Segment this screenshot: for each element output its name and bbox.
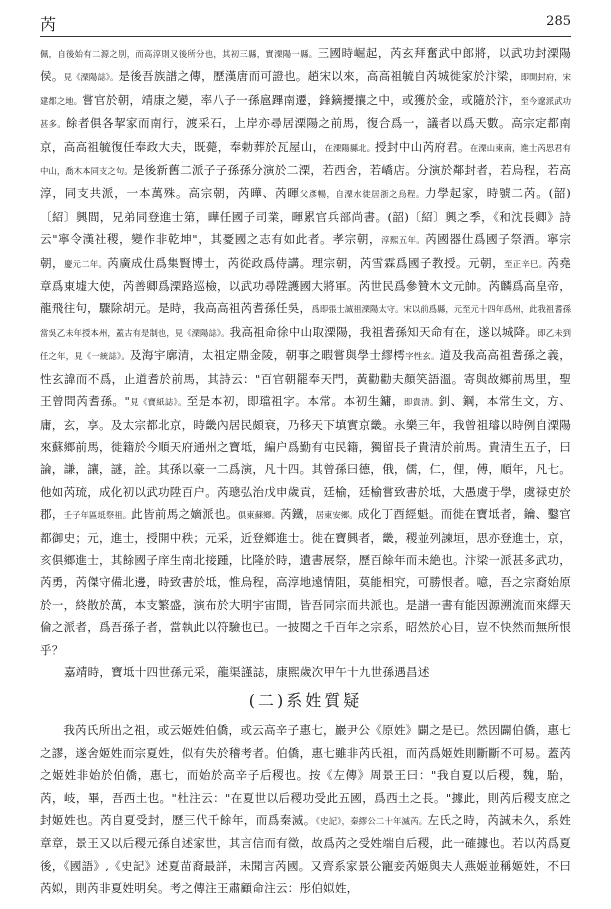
text-run: 芮國器仕爲國子祭酒。寧宗朝， <box>40 232 572 270</box>
text-run: 左氏之時，芮誠未久，系姓章章，景王又以后稷元孫自述家世，其言信而有徵，故爲芮之受姓端自后稷，此一確據也。若以芮爲夏後，《國語》,《史記》述夏苗裔最詳，未聞言芮國。又齊系家景公寵妾芮姬與夫人燕姬並稱姬姓，不曰芮姒，則芮非夏姓明矣。考之傳注王肅顧命注云：彤伯姒姓， <box>40 813 572 896</box>
section-title <box>40 689 571 713</box>
annotation-note: 在溧陽縣北。 <box>324 142 376 153</box>
annotation-note: 居東安鄉。 <box>315 510 358 521</box>
text-run: 我高祖命徐中山取溧陽，我祖耆孫知天命有在，遂以城降。 <box>229 324 538 339</box>
header-rule <box>40 36 571 37</box>
annotation-note: 《史記》，秦繆公二十年滅芮。 <box>315 816 428 826</box>
text-run: 三國時崛起，芮玄拜奮武中郎將，以武功封溧陽侯。 <box>40 46 572 84</box>
annotation-note: 爲即張士誠祖溧陽太守。宋以前爲縣，元至元十四年爲州，此我祖耆孫當吳乙未年授本州，蓋古有是制也，見《溧陽誌》。 <box>40 304 571 338</box>
running-head <box>40 12 571 34</box>
text-run: 釗、鋼，本常生文，方、庸，玄，享。及太宗都北京，時畿內居民頗衰，乃移天下填實京畿。永樂三年，我曾祖璿以時例自溧陽來蘇鄉前馬，徙籍於今順天府通州之寶坻，編户爲勤有屯民籍，獨留長子貴清於前馬。貴清生五子，曰論，謙，讓，謎，詮。其孫以豪一二爲演，凡十四。其曾孫曰德，俄，儒，仁，俚，傅，順年，凡七。他如芮琉，成化初以武功陞百户。芮璁弘治戊申歲貢，廷榆，廷榆嘗致書於坻，大愚虞于學，虞禄吏於郡， <box>40 394 572 522</box>
annotation-note: 俱東蘇鄉。 <box>237 510 281 521</box>
text-run: 授封中山芮府君。 <box>375 139 470 154</box>
annotation-note: 慶元二年。 <box>64 258 108 269</box>
text-run: 是後吾族譜之傳，歷漢唐而可證也。趙宋以來，高高祖毓自芮城徙家於汴梁， <box>118 69 521 84</box>
annotation-note: 壬子年區坻祭祖。 <box>63 510 132 521</box>
annotation-note: 佩，自後始有二源之別，而高淳則又後所分也，其初三縣，實溧陽一縣。 <box>40 49 318 59</box>
annotation-note: 即貴清。 <box>403 397 439 408</box>
section-paragraph <box>40 719 571 899</box>
section-title-text: (二)系姓質疑 <box>248 691 363 711</box>
annotation-note: 即乙未到任之年，見《一統誌》。 <box>40 327 571 362</box>
annotation-note: 至今遼派武功甚多。 <box>40 95 572 130</box>
text-run: 芮鐵， <box>280 507 316 522</box>
text-run: 至是本初，即璫祖字。本常。本初生鏞， <box>186 394 404 409</box>
annotation-note: 父彥暢，自溧水徙居浙之烏程。 <box>299 189 425 200</box>
text-run: 及海宇廓清，太祖定鼎金陵，朝事之暇嘗與學士繆樗 <box>129 348 406 363</box>
text-run: 道及我高高祖耆孫之義，性玄諱而不爲，止道耆於前馬，其詩云："百官朝罷奉天門，黃勸勸夫顏笑語溫。寄與故鄉前馬里，聖王曾問芮耆孫。" <box>40 348 572 409</box>
signature-line: 嘉靖時，寶坻十四世孫元采，龍渠謹誌，康熙歲次甲午十九世孫遇昌述 <box>64 664 430 679</box>
text-run: 餘者俱各挈家而南行，渡采石，上岸亦尋居溧陽之前馬，復合爲一，議者以爲天數。高宗定都南京，高高祖毓復任奉政大夫，既薨，奉勅葬於瓦屋山， <box>40 116 571 154</box>
annotation-note: 即開封府，宋建都之地。 <box>40 72 572 106</box>
annotation-note: 字性玄。 <box>405 351 440 362</box>
annotation-note: 見《溧陽誌》。 <box>63 72 119 83</box>
text-run: 芮廣成仕爲集賢博士，芮從政爲侍講。理宗朝，芮雪霖爲國子教授。元朝， <box>107 255 505 270</box>
page-body <box>40 42 571 900</box>
text-run: 此皆前馬之嫡派也。 <box>131 507 238 522</box>
text-run: 力學起家，時號二芮。(韶)〔紹〕興間，兄弟同登進士第，曄任國子司業，暉累官兵部尚書。(韶)〔紹〕興之季，《和沈長卿》詩云"寧令漢社稷，變作非乾坤"，其憂國之志有如此者。孝宗朝， <box>40 186 571 247</box>
text-run: 芮堯章爲東墟大使，芮善卿爲溧路巡檢，以武功尋陞護國大將軍。芮世民爲參贊木文元帥。芮麟爲高皇帝，龍飛往句，驟除胡元。是時，我高高祖芮耆孫任吳， <box>40 255 572 316</box>
page-number: 285 <box>546 14 571 29</box>
text-run: 嘗官於朝，靖康之變，率八子一孫扈蹕南遷，鋒鏑擾攘之中，或獲於金，或隨於汴， <box>82 92 521 107</box>
annotation-note: 至正辛巳。 <box>504 258 548 269</box>
genealogy-paragraph <box>40 42 571 661</box>
annotation-note: 淳熙五年。 <box>381 235 426 246</box>
text-run: 是後新舊二派子子孫孫分演於二溧，若西舍，若嶠店。分演於鄰封者，若烏程，若高淳，同支共派，一本萬殊。高宗朝，芮曄、芮暉 <box>40 163 572 201</box>
annotation-note: 在溧山東南，進士芮思君有中山，喬木本同支之句。 <box>40 142 571 177</box>
annotation-note: 見《寶紙誌》。 <box>130 397 187 408</box>
running-head-title: 芮 <box>40 15 57 34</box>
text-run: 成化丁酉經魁。而徙在寶坻者，鑰、鑿官都御史；元，進士，授開中秩；元采，近登鄉進士。徙在寶興者，畿，稷並列諫垣，思亦登進士，京，亥俱鄉進士，其餘國子庠生南北接踵，比隆於時，遺書展祭，歷百餘年而未絶也。汴梁一派甚多武功，芮勇，芮傑守備北邊，時致書於坻，惟烏程，高淳地遠情阻，莫能相究，可勝恨者。噫，吾之宗裔始原於一，終散於萬，本支繁盛，演布於大明宇宙間，皆吾同宗而共派也。是譜一書有能因源溯流而來繹天倫之派者，爲吾孫子者，當執此以符驗也已。一披閱之千百年之宗系，昭然於心目，豈不快然而無所恨乎？ <box>40 507 572 657</box>
text-run: 我芮氏所出之祖，或云姬姓伯僑，或云高辛子惠七，巖尹公《原姓》闢之是已。然因闢伯僑，惠七之謬，遂舍姬姓而宗夏姓，似有失於稽考者。伯僑，惠七雖非芮氏祖，而芮爲姬姓則斷斷不可易。蓋芮之姬姓非始於伯僑，惠七，而始於高辛子后稷也。按《左傳》周景王曰："我自夏以后稷，魏，駘，芮，岐，畢，吾西土也。"杜注云："在夏世以后稷功受此五國，爲西土之長。"據此，則芮后稷支庶之封姬姓也。芮自夏受封，歷三代千餘年，而爲秦滅。 <box>40 723 571 827</box>
